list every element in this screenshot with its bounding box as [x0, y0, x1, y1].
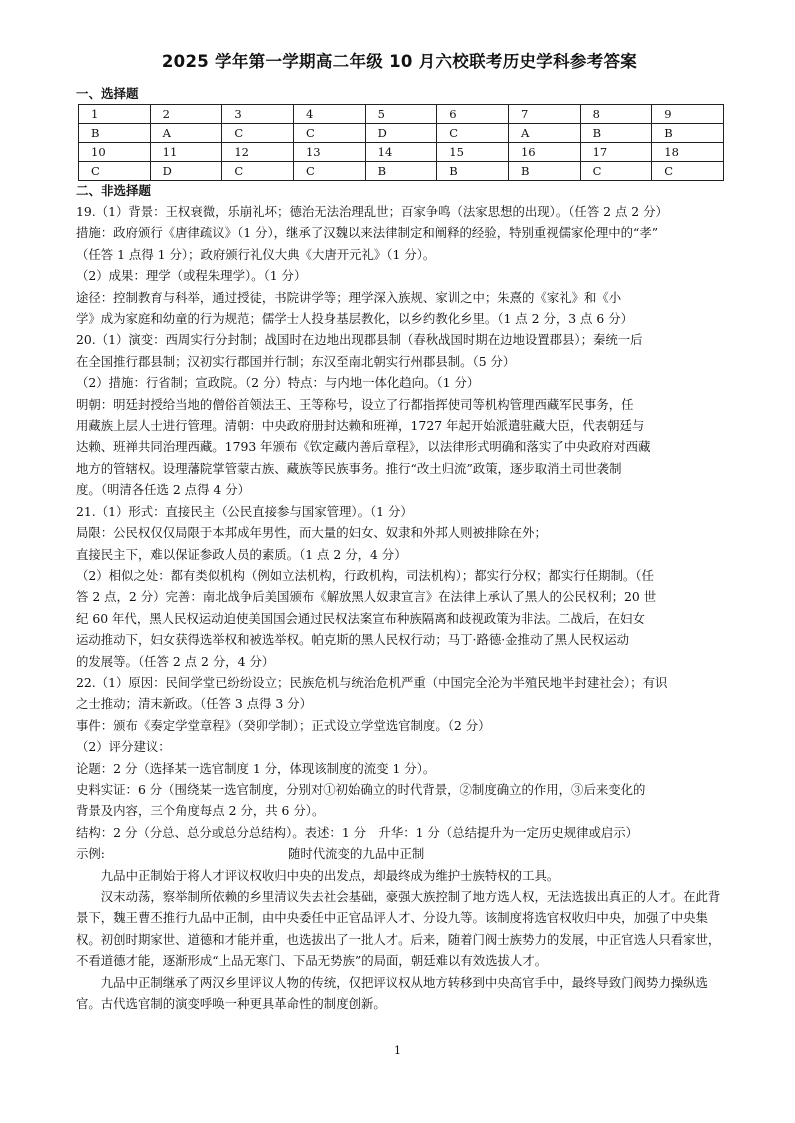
question-number-cell: 12: [222, 143, 294, 162]
answer-cell: B: [437, 162, 509, 181]
question-number-cell: 5: [365, 105, 437, 124]
answer-line: 途径：控制教育与科举，通过授徒，书院讲学等；理学深入族规、家训之中；朱熹的《家礼》和《小: [76, 289, 622, 305]
essay-paragraph: 汉末动荡，察举制所依赖的乡里清议失去社会基础，豪强大族控制了地方选人权，无法选拔出真正的人才。在此背景下，魏王曹丕推行九品中正制，由中央委任中正官品评人才、分设九等。该制度将选官权收归中央，加强了中央集权。初创时期家世、道德和才能并重，也选拔出了一批人才。后来，随着门阀士族势力的发展，中正官选人只看家世，不看道德才能，逐渐形成“上品无寒门、下品无势族”的局面，朝廷难以有效选拔人才。: [76, 889, 721, 969]
answer-line: 19.（1）背景：王权衰微，乐崩礼坏；德治无法治理乱世；百家争鸣（法家思想的出现）。（任答 2 点 2 分）: [76, 204, 668, 219]
answer-line: 的发展等。（任答 2 点 2 分，4 分）: [76, 653, 275, 669]
answer-line: （任答 1 点得 1 分）；政府颁行礼仪大典《大唐开元礼》（1 分）。: [76, 246, 436, 262]
answer-line: （2）措施：行省制；宣政院。（2 分）特点：与内地一体化趋向。（1 分）: [76, 375, 480, 391]
example-label: 示例:: [76, 846, 105, 862]
answer-line: 背景及内容，三个角度每点 2 分，共 6 分）。: [76, 803, 325, 819]
answer-row: [79, 124, 724, 143]
answer-cell: C: [580, 162, 652, 181]
answer-line: 22.（1）原因：民间学堂已纷纷设立；民族危机与统治危机严重（中国完全沦为半殖民地半封建社会）；有识: [76, 674, 668, 690]
answer-line: 史料实证：6 分（围绕某一选官制度，分别对①初始确立的时代背景，②制度确立的作用，③后来变化的: [76, 781, 646, 797]
answer-cell: B: [580, 124, 652, 143]
question-number-row: [79, 105, 724, 124]
answer-line: 地方的管辖权。设理藩院掌管蒙古族、藏族等民族事务。推行“改土归流”政策，逐步取消土司世袭制: [76, 460, 622, 476]
answer-cell: A: [150, 124, 222, 143]
answer-cell: C: [222, 162, 294, 181]
answer-line: 21.（1）形式：直接民主（公民直接参与国家管理）。（1 分）: [76, 503, 413, 519]
question-number-cell: 10: [79, 143, 151, 162]
answer-line: 在全国推行郡县制；汉初实行郡国并行制；东汉至南北朝实行州郡县制。（5 分）: [76, 353, 516, 369]
example-line: [76, 843, 723, 864]
answer-line: 运动推动下，妇女获得选举权和被选举权。帕克斯的黑人民权行动；马丁·路德·金推动了黑人民权运动: [76, 632, 630, 648]
answer-cell: C: [293, 162, 365, 181]
answer-cell: C: [293, 124, 365, 143]
answer-line: 用藏族上层人士进行管理。清朝：中央政府册封达赖和班禅，1727 年起开始派遣驻藏大臣，代表朝廷与: [76, 418, 645, 434]
answer-cell: C: [652, 162, 724, 181]
choice-answer-table: [78, 104, 724, 181]
answer-body: [76, 201, 723, 1014]
answer-line: 之士推动；清末新政。（任答 3 点得 3 分）: [76, 696, 312, 712]
answer-line: 学》成为家庭和幼童的行为规范；儒学士人投身基层教化，以乡约教化乡里。（1 点 2 分，3 点 6 分）: [76, 311, 633, 327]
essay-paragraph: 九品中正制继承了两汉乡里评议人物的传统，仅把评议权从地方转移到中央高官手中，最终导致门阀势力操纵选官。古代选官制的演变呼唤一种更具革命性的制度创新。: [76, 974, 708, 1012]
answer-line: （2）评分建议：: [76, 739, 171, 755]
answer-line: 纪 60 年代，黑人民权运动迫使美国国会通过民权法案宣布种族隔离和歧视政策为非法。二战后，在妇女: [76, 610, 645, 626]
page-title: 2025 学年第一学期高二年级 10 月六校联考历史学科参考答案: [161, 52, 638, 71]
question-number-cell: 2: [150, 105, 222, 124]
answer-line: 局限：公民权仅仅局限于本邦成年男性，而大量的妇女、奴隶和外邦人则被排除在外；: [76, 525, 547, 541]
question-number-cell: 4: [293, 105, 365, 124]
question-number-cell: 15: [437, 143, 509, 162]
essay-paragraph: 九品中正制始于将人才评议权收归中央的出发点，却最终成为维护士族特权的工具。: [100, 867, 560, 883]
question-number-cell: 11: [150, 143, 222, 162]
question-number-cell: 16: [508, 143, 580, 162]
answer-cell: C: [79, 162, 151, 181]
answer-line: 事件：颁布《奏定学堂章程》（癸卯学制）；正式设立学堂选官制度。（2 分）: [76, 717, 491, 733]
answer-row: [79, 162, 724, 181]
essay-title: 随时代流变的九品中正制: [288, 846, 425, 862]
question-number-cell: 18: [652, 143, 724, 162]
page-number: 1: [394, 1044, 401, 1057]
question-number-cell: 6: [437, 105, 509, 124]
answer-line: 20.（1）演变：西周实行分封制；战国时在边地出现郡县制（春秋战国时期在边地设置郡县）；秦统一后: [76, 332, 643, 348]
section-nonchoice-heading: 二、非选择题: [76, 183, 152, 198]
answer-line: 结构：2 分（分总、总分或总分总结构）。表述：1 分 升华：1 分（总结提升为一定历史规律或启示）: [76, 824, 639, 840]
question-number-cell: 1: [79, 105, 151, 124]
answer-line: 论题：2 分（选择某一选官制度 1 分，体现该制度的流变 1 分）。: [76, 760, 436, 776]
question-number-cell: 7: [508, 105, 580, 124]
question-number-cell: 14: [365, 143, 437, 162]
answer-cell: B: [508, 162, 580, 181]
answer-line: 明朝：明廷封授给当地的僧俗首领法王、王等称号，设立了行都指挥使司等机构管理西藏军民事务，任: [76, 396, 634, 412]
answer-line: 答 2 点，2 分）完善：南北战争后美国颁布《解放黑人奴隶宣言》在法律上承认了黑人的公民权利；20 世: [76, 589, 657, 605]
answer-cell: A: [508, 124, 580, 143]
answer-line: 达赖、班禅共同治理西藏。1793 年颁布《钦定藏内善后章程》，以法律形式明确和落实了中央政府对西藏: [76, 439, 651, 455]
question-number-cell: 17: [580, 143, 652, 162]
answer-cell: C: [222, 124, 294, 143]
answer-line: 度。（明清各任选 2 点得 4 分）: [76, 482, 251, 498]
question-number-row: [79, 143, 724, 162]
answer-line: （2）成果：理学（或程朱理学）。（1 分）: [76, 268, 307, 284]
answer-cell: D: [150, 162, 222, 181]
answer-cell: B: [79, 124, 151, 143]
question-number-cell: 13: [293, 143, 365, 162]
question-number-cell: 8: [580, 105, 652, 124]
answer-cell: D: [365, 124, 437, 143]
answer-line: 直接民主下，难以保证参政人员的素质。（1 点 2 分，4 分）: [76, 546, 407, 562]
answer-cell: B: [652, 124, 724, 143]
answer-cell: B: [365, 162, 437, 181]
answer-line: （2）相似之处：都有类似机构（例如立法机构，行政机构，司法机构）；都实行分权；都实行任期制。（任: [76, 567, 654, 583]
question-number-cell: 9: [652, 105, 724, 124]
section-choice-heading: 一、选择题: [76, 86, 139, 101]
answer-line: 措施：政府颁行《唐律疏议》（1 分），继承了汉魏以来法律制定和阐释的经验，特别重视儒家伦理中的“孝”: [76, 225, 659, 241]
answer-cell: C: [437, 124, 509, 143]
question-number-cell: 3: [222, 105, 294, 124]
